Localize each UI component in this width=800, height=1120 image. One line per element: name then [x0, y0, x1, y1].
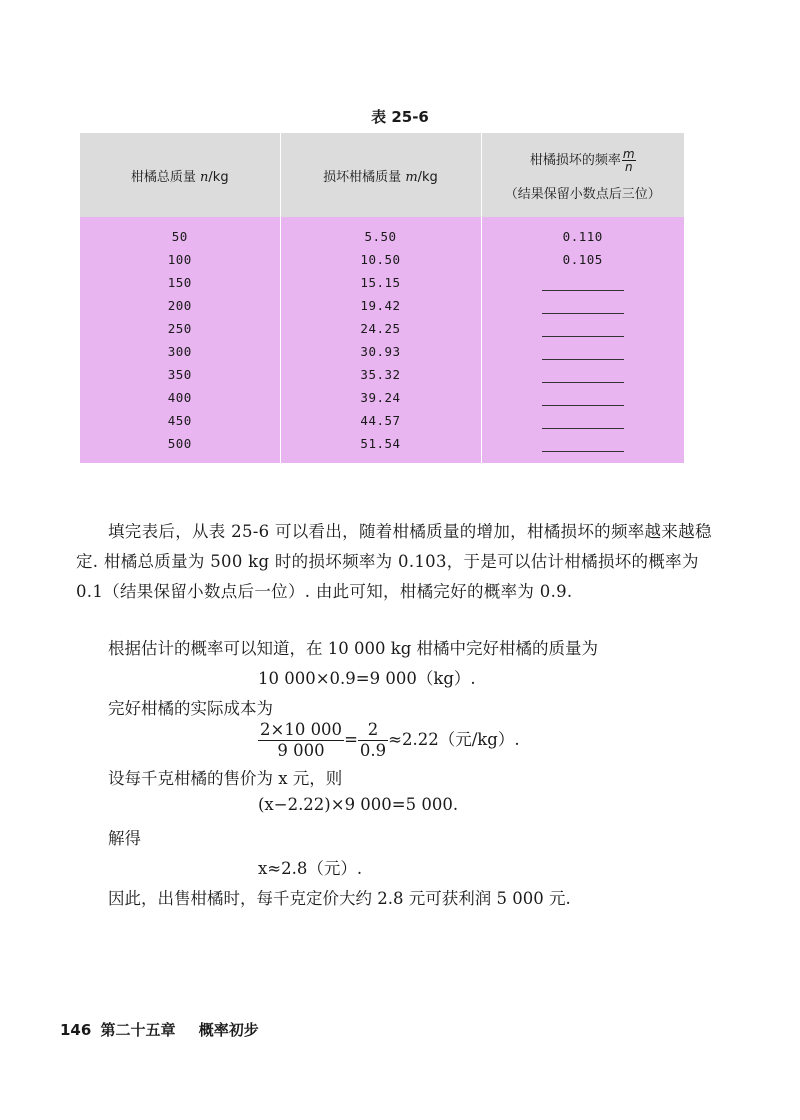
cell-frequency	[481, 340, 684, 363]
header-frequency-title: 柑橘损坏的频率	[529, 153, 621, 168]
text-line-solve: 解得	[108, 829, 141, 848]
cell-damaged-mass: 51.54	[280, 432, 481, 463]
cell-total-mass: 300	[80, 340, 280, 363]
table-row	[80, 409, 684, 432]
cell-total-mass: 100	[80, 248, 280, 271]
table-caption: 表 25-6	[371, 108, 429, 126]
header-damaged-mass-var: m	[405, 169, 418, 185]
fill-in-blank	[542, 345, 624, 360]
cell-frequency	[481, 363, 684, 386]
fill-in-blank	[542, 391, 624, 406]
text-line-estimate: 根据估计的概率可以知道，在 10 000 kg 柑橘中完好柑橘的质量为	[108, 639, 599, 658]
table-row	[80, 340, 684, 363]
page-number: 146	[60, 1021, 92, 1039]
equation-profit: (x−2.22)×9 000=5 000.	[258, 795, 459, 814]
cost-equals: =	[344, 730, 358, 749]
cost-fraction-2	[358, 720, 388, 761]
table-row	[80, 363, 684, 386]
cell-total-mass: 250	[80, 317, 280, 340]
chapter-title: 概率初步	[198, 1021, 259, 1039]
cell-damaged-mass: 44.57	[280, 409, 481, 432]
cost-fraction-2-numerator: 2	[358, 720, 388, 741]
table-row	[80, 432, 684, 463]
paragraph-analysis: 填完表后，从表 25-6 可以看出，随着柑橘质量的增加，柑橘损坏的频率越来越稳定. 柑橘总质量为 500 kg 时的损坏频率为 0.103，于是可以估计柑橘损坏的概率为 0.1（结果保留小数点后一位）. 由此可知，柑橘完好的概率为 0.9.	[76, 522, 712, 601]
cell-damaged-mass: 10.50	[280, 248, 481, 271]
frequency-table	[80, 133, 684, 463]
cell-damaged-mass: 35.32	[280, 363, 481, 386]
table-header-row	[80, 133, 684, 217]
equation-solution: x≈2.8（元）.	[258, 859, 363, 878]
fraction-numerator: m	[622, 147, 635, 161]
table-row	[80, 294, 684, 317]
cost-result: ≈2.22（元/kg）.	[388, 730, 520, 749]
cell-frequency	[481, 409, 684, 432]
cell-total-mass: 400	[80, 386, 280, 409]
fill-in-blank	[542, 276, 624, 291]
cell-frequency	[481, 386, 684, 409]
table-row	[80, 317, 684, 340]
cell-damaged-mass: 24.25	[280, 317, 481, 340]
cost-fraction-2-denominator: 0.9	[359, 741, 387, 760]
cell-frequency	[481, 432, 684, 463]
fill-in-blank	[542, 368, 624, 383]
cell-total-mass: 450	[80, 409, 280, 432]
fill-in-blank	[542, 299, 624, 314]
cost-fraction-1-numerator: 2×10 000	[260, 720, 343, 739]
cell-frequency: 0.110	[481, 217, 684, 248]
cell-damaged-mass: 5.50	[280, 217, 481, 248]
text-line-cost-intro: 完好柑橘的实际成本为	[108, 699, 273, 718]
cell-total-mass: 50	[80, 217, 280, 248]
text-line-price-setup: 设每千克柑橘的售价为 x 元，则	[108, 769, 343, 788]
header-total-mass-var: n	[200, 169, 209, 185]
header-damaged-mass-prefix: 损坏柑橘质量	[323, 169, 406, 185]
header-total-mass	[80, 133, 280, 217]
fill-in-blank	[542, 322, 624, 337]
cell-frequency	[481, 317, 684, 340]
cell-frequency: 0.105	[481, 248, 684, 271]
header-total-mass-prefix: 柑橘总质量	[130, 169, 201, 185]
equation-cost	[258, 720, 520, 761]
cell-total-mass: 150	[80, 271, 280, 294]
table-row	[80, 217, 684, 248]
header-damaged-mass	[280, 133, 481, 217]
cell-frequency	[481, 294, 684, 317]
equation-good-mass: 10 000×0.9=9 000（kg）.	[258, 669, 476, 688]
cell-damaged-mass: 15.15	[280, 271, 481, 294]
page-footer	[60, 1019, 259, 1040]
table-row	[80, 248, 684, 271]
cell-total-mass: 200	[80, 294, 280, 317]
cell-frequency	[481, 271, 684, 294]
header-total-mass-unit: /kg	[208, 169, 229, 185]
cell-damaged-mass: 39.24	[280, 386, 481, 409]
fill-in-blank	[542, 414, 624, 429]
text-line-conclusion: 因此，出售柑橘时，每千克定价大约 2.8 元可获利润 5 000 元.	[108, 889, 571, 908]
header-frequency-fraction	[622, 148, 636, 173]
table-row	[80, 271, 684, 294]
header-damaged-mass-unit: /kg	[417, 169, 438, 185]
cost-fraction-1	[258, 720, 344, 761]
cell-damaged-mass: 30.93	[280, 340, 481, 363]
header-frequency-note: （结果保留小数点后三位）	[504, 187, 661, 202]
table-row	[80, 386, 684, 409]
fill-in-blank	[542, 437, 624, 452]
header-frequency	[481, 133, 684, 217]
cell-total-mass: 350	[80, 363, 280, 386]
cell-damaged-mass: 19.42	[280, 294, 481, 317]
fraction-denominator: n	[624, 160, 633, 174]
cost-fraction-1-denominator: 9 000	[277, 741, 325, 760]
cell-total-mass: 500	[80, 432, 280, 463]
chapter-label: 第二十五章	[100, 1021, 176, 1039]
